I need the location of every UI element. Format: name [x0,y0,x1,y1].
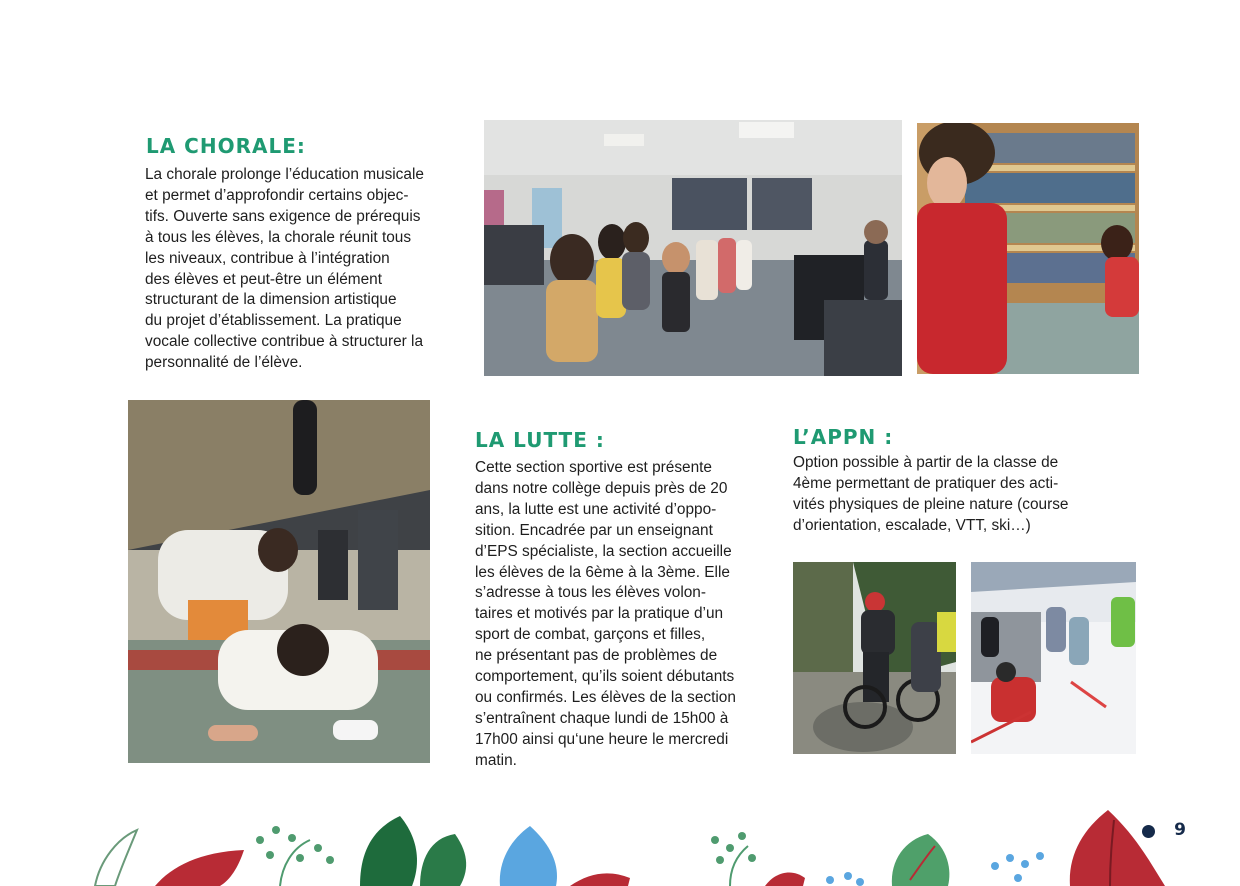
text-line: à tous les élèves, la chorale réunit tous [145,228,412,246]
text-line: du projet d’établissement. La pratique [145,312,402,330]
text-line: ans, la lutte est une activité d’oppo- [475,500,717,518]
foliage-decoration [0,800,1240,886]
library-photo [917,123,1139,374]
text-line: Cette section sportive est présente [475,459,712,476]
wrestling-photo [128,400,430,763]
text-line: s’entraînent chaque lundi de 15h00 à [475,709,729,727]
text-line: sport de combat, garçons et filles, [475,626,706,644]
page-number: 9 [1174,820,1186,840]
text-line: s’adresse à tous les élèves volon- [475,584,706,602]
page-dot-icon [1142,825,1155,838]
text-line: des élèves et peut-être un élément [145,270,382,288]
text-line: tifs. Ouverte sans exigence de prérequis [145,207,421,225]
lutte-text [475,458,775,772]
text-line: et permet d’approfondir certains objec- [145,186,409,204]
text-line: Option possible à partir de la classe de [793,454,1059,471]
text-line: les niveaux, contribue à l’intégration [145,249,390,267]
text-line: d’EPS spécialiste, la section accueille [475,542,732,560]
chorale-heading: LA CHORALE: [146,134,306,158]
text-line: comportement, qu’ils soient débutants [475,668,735,686]
text-line: La chorale prolonge l’éducation musicale [145,166,424,183]
text-line: dans notre collège depuis près de 20 [475,479,728,497]
text-line: 17h00 ainsi qu‘une heure le mercredi [475,730,729,748]
mountain-bike-photo [793,562,956,754]
text-line: vités physiques de pleine nature (course [793,495,1069,513]
appn-text [793,453,1123,537]
lutte-heading: LA LUTTE : [475,428,605,452]
appn-heading: L’APPN : [793,425,894,449]
text-line: taires et motivés par la pratique d’un [475,605,724,623]
text-line: ne présentant pas de problèmes de [475,647,718,665]
ski-photo [971,562,1136,754]
text-line: 4ème permettant de pratiquer des acti- [793,474,1059,492]
text-line: matin. [475,751,517,769]
text-line: vocale collective contribue à structurer la [145,333,424,351]
chorale-text [145,165,475,374]
text-line: les élèves de la 6ème à la 3ème. Elle [475,563,730,581]
text-line: ou confirmés. Les élèves de la section [475,688,736,706]
text-line: d’orientation, escalade, VTT, ski…) [793,516,1031,534]
text-line: structurant de la dimension artistique [145,291,397,309]
text-line: sition. Encadrée par un enseignant [475,521,713,539]
choir-classroom-photo [484,120,902,376]
text-line: personnalité de l’élève. [145,354,303,372]
